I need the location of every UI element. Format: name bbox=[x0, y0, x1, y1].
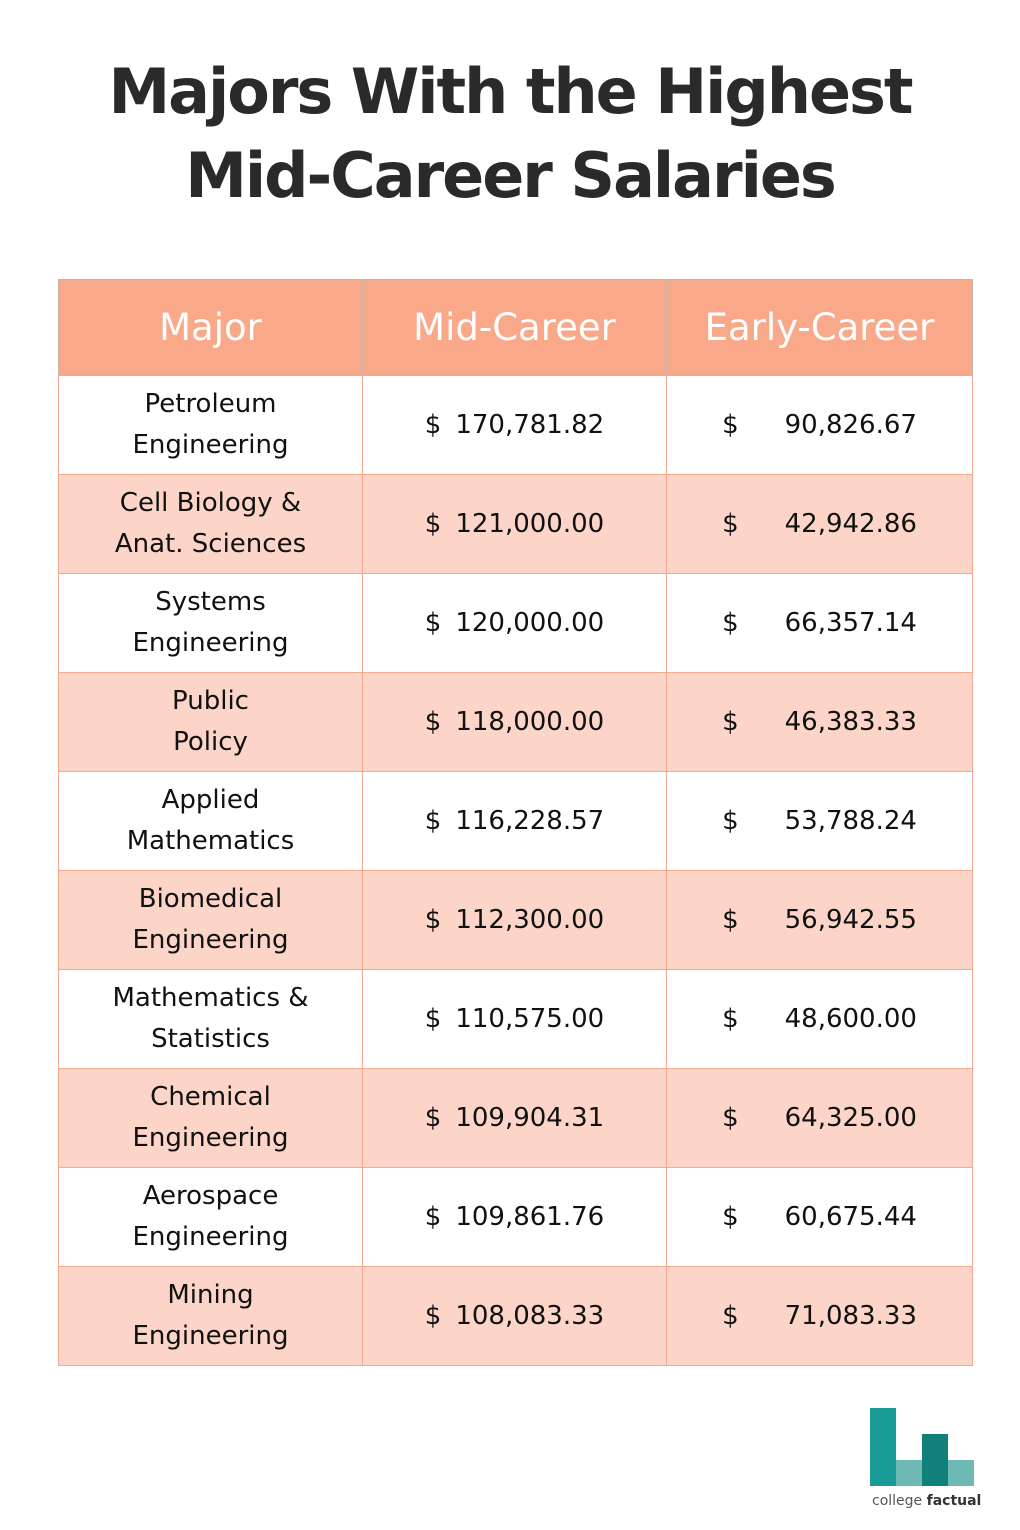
cell-mid-career bbox=[363, 475, 667, 574]
title-line-1: Majors With the Highest bbox=[108, 55, 912, 128]
table-row bbox=[59, 376, 973, 475]
logo-bar-1 bbox=[870, 1408, 896, 1486]
cell-major bbox=[59, 1267, 363, 1366]
major-line: Chemical bbox=[150, 1082, 271, 1112]
cell-early-career bbox=[667, 1069, 973, 1168]
amount: 120,000.00 bbox=[455, 608, 605, 638]
amount: 56,942.55 bbox=[784, 905, 917, 935]
cell-early-career bbox=[667, 772, 973, 871]
major-line: Engineering bbox=[132, 430, 289, 460]
major-line: Policy bbox=[173, 727, 248, 757]
logo-bar-3 bbox=[922, 1434, 948, 1486]
cell-early-career bbox=[667, 673, 973, 772]
amount: 71,083.33 bbox=[784, 1301, 917, 1331]
currency-symbol: $ bbox=[722, 509, 739, 539]
amount: 109,861.76 bbox=[455, 1202, 605, 1232]
cell-major bbox=[59, 871, 363, 970]
money-value bbox=[722, 905, 917, 935]
table-row bbox=[59, 871, 973, 970]
money-value bbox=[425, 410, 604, 440]
table-row bbox=[59, 574, 973, 673]
currency-symbol: $ bbox=[424, 509, 442, 539]
logo-text-bold: factual bbox=[926, 1493, 982, 1509]
table-row bbox=[59, 475, 973, 574]
major-line: Cell Biology & bbox=[119, 488, 302, 518]
amount: 90,826.67 bbox=[784, 410, 917, 440]
cell-early-career bbox=[667, 376, 973, 475]
money-value bbox=[425, 905, 604, 935]
cell-early-career bbox=[667, 574, 973, 673]
money-value bbox=[722, 410, 917, 440]
currency-symbol: $ bbox=[424, 707, 442, 737]
currency-symbol: $ bbox=[424, 905, 442, 935]
money-value bbox=[722, 608, 917, 638]
money-value bbox=[425, 1301, 604, 1331]
amount: 109,904.31 bbox=[455, 1103, 605, 1133]
currency-symbol: $ bbox=[722, 707, 739, 737]
major-line: Engineering bbox=[132, 1222, 289, 1252]
currency-symbol: $ bbox=[722, 410, 739, 440]
amount: 110,575.00 bbox=[455, 1004, 605, 1034]
currency-symbol: $ bbox=[722, 608, 739, 638]
major-line: Petroleum bbox=[144, 389, 277, 419]
major-line: Applied bbox=[161, 785, 260, 815]
logo-text-regular: college bbox=[872, 1493, 923, 1509]
major-line: Biomedical bbox=[138, 884, 283, 914]
amount: 42,942.86 bbox=[784, 509, 917, 539]
salary-table bbox=[58, 279, 973, 1366]
amount: 112,300.00 bbox=[455, 905, 605, 935]
cell-mid-career bbox=[363, 1267, 667, 1366]
table-row bbox=[59, 970, 973, 1069]
cell-early-career bbox=[667, 871, 973, 970]
major-line: Anat. Sciences bbox=[114, 529, 307, 559]
logo-bar-4 bbox=[948, 1460, 974, 1486]
table-body bbox=[59, 376, 973, 1366]
cell-major bbox=[59, 376, 363, 475]
cell-mid-career bbox=[363, 673, 667, 772]
amount: 116,228.57 bbox=[455, 806, 605, 836]
major-line: Mathematics bbox=[126, 826, 295, 856]
currency-symbol: $ bbox=[424, 1301, 442, 1331]
amount: 118,000.00 bbox=[455, 707, 605, 737]
amount: 48,600.00 bbox=[784, 1004, 917, 1034]
cell-major bbox=[59, 673, 363, 772]
logo-text bbox=[872, 1493, 981, 1509]
cell-early-career bbox=[667, 1168, 973, 1267]
major-line: Engineering bbox=[132, 1123, 289, 1153]
currency-symbol: $ bbox=[424, 1202, 442, 1232]
cell-major bbox=[59, 1168, 363, 1267]
currency-symbol: $ bbox=[722, 1301, 739, 1331]
money-value bbox=[722, 1202, 917, 1232]
amount: 66,357.14 bbox=[784, 608, 917, 638]
money-value bbox=[425, 806, 604, 836]
currency-symbol: $ bbox=[424, 410, 442, 440]
major-line: Public bbox=[172, 686, 249, 716]
cell-major bbox=[59, 1069, 363, 1168]
page-title bbox=[0, 50, 1020, 218]
cell-major bbox=[59, 772, 363, 871]
currency-symbol: $ bbox=[722, 1202, 739, 1232]
amount: 108,083.33 bbox=[455, 1301, 605, 1331]
cell-major bbox=[59, 970, 363, 1069]
cell-mid-career bbox=[363, 1069, 667, 1168]
cell-early-career bbox=[667, 475, 973, 574]
table-row bbox=[59, 1168, 973, 1267]
cell-mid-career bbox=[363, 772, 667, 871]
title-line-2: Mid-Career Salaries bbox=[185, 139, 835, 212]
amount: 46,383.33 bbox=[784, 707, 917, 737]
cell-mid-career bbox=[363, 574, 667, 673]
money-value bbox=[425, 707, 604, 737]
currency-symbol: $ bbox=[424, 1004, 442, 1034]
currency-symbol: $ bbox=[722, 1103, 739, 1133]
money-value bbox=[722, 707, 917, 737]
amount: 53,788.24 bbox=[784, 806, 917, 836]
amount: 121,000.00 bbox=[455, 509, 605, 539]
amount: 170,781.82 bbox=[455, 410, 605, 440]
header-major: Major bbox=[59, 280, 363, 376]
major-line: Mining bbox=[167, 1280, 254, 1310]
cell-early-career bbox=[667, 1267, 973, 1366]
amount: 60,675.44 bbox=[784, 1202, 917, 1232]
currency-symbol: $ bbox=[722, 905, 739, 935]
money-value bbox=[722, 1301, 917, 1331]
table-row bbox=[59, 1069, 973, 1168]
table-header-row bbox=[59, 280, 973, 376]
header-mid-career: Mid-Career bbox=[363, 280, 667, 376]
money-value bbox=[425, 1004, 604, 1034]
major-line: Mathematics & bbox=[112, 983, 309, 1013]
major-line: Engineering bbox=[132, 925, 289, 955]
money-value bbox=[425, 1103, 604, 1133]
money-value bbox=[425, 608, 604, 638]
money-value bbox=[425, 1202, 604, 1232]
table-row bbox=[59, 772, 973, 871]
currency-symbol: $ bbox=[424, 1103, 442, 1133]
money-value bbox=[722, 1103, 917, 1133]
money-value bbox=[425, 509, 604, 539]
cell-mid-career bbox=[363, 871, 667, 970]
amount: 64,325.00 bbox=[784, 1103, 917, 1133]
major-line: Systems bbox=[155, 587, 266, 617]
header-early-career: Early-Career bbox=[667, 280, 973, 376]
cell-mid-career bbox=[363, 970, 667, 1069]
major-line: Statistics bbox=[151, 1024, 270, 1054]
cell-mid-career bbox=[363, 1168, 667, 1267]
cell-early-career bbox=[667, 970, 973, 1069]
money-value bbox=[722, 509, 917, 539]
cell-major bbox=[59, 475, 363, 574]
currency-symbol: $ bbox=[722, 1004, 739, 1034]
currency-symbol: $ bbox=[722, 806, 739, 836]
cell-mid-career bbox=[363, 376, 667, 475]
currency-symbol: $ bbox=[424, 608, 442, 638]
cell-major bbox=[59, 574, 363, 673]
table-row bbox=[59, 1267, 973, 1366]
currency-symbol: $ bbox=[424, 806, 442, 836]
table-row bbox=[59, 673, 973, 772]
major-line: Engineering bbox=[132, 1321, 289, 1351]
major-line: Engineering bbox=[132, 628, 289, 658]
money-value bbox=[722, 1004, 917, 1034]
major-line: Aerospace bbox=[142, 1181, 279, 1211]
logo-bar-2 bbox=[896, 1460, 922, 1486]
money-value bbox=[722, 806, 917, 836]
